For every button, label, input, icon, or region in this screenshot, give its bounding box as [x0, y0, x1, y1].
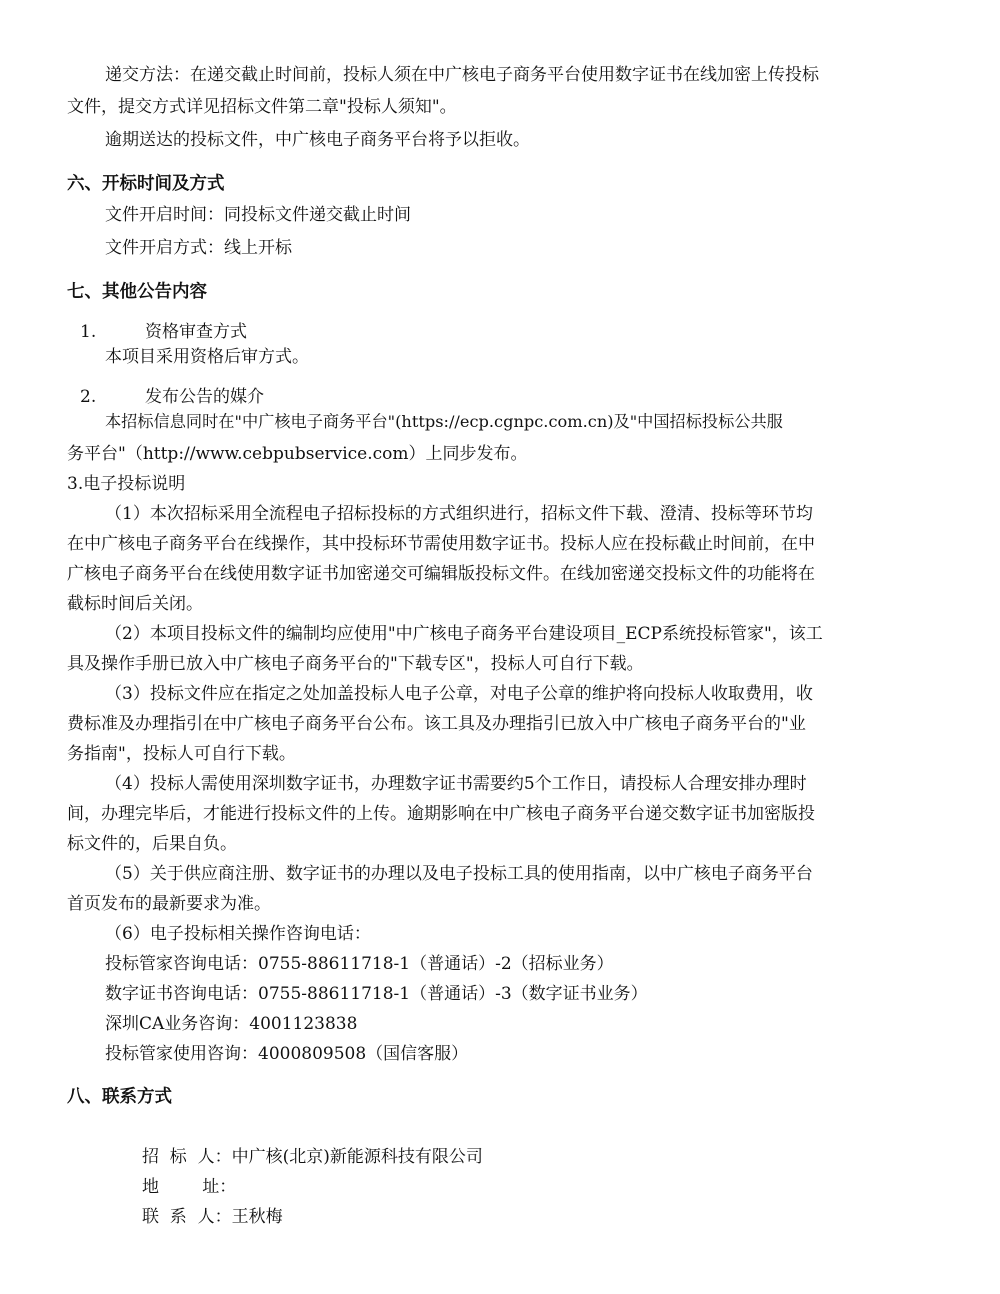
section-8-heading: 八、联系方式: [67, 1087, 172, 1107]
para-1-line-3: 广核电子商务平台在线使用数字证书加密递交可编辑版投标文件。在线加密递交投标文件的功能将在: [67, 564, 815, 584]
para-4-line-1: （4）投标人需使用深圳数字证书，办理数字证书需要约5个工作日，请投标人合理安排办理时: [105, 774, 807, 794]
para-4-line-2: 间，办理完毕后，才能进行投标文件的上传。逾期影响在中广核电子商务平台递交数字证书加密版投: [67, 804, 815, 824]
item-1-number: 1.: [80, 322, 97, 342]
para-5-line-2: 首页发布的最新要求为准。: [67, 894, 271, 914]
item-1-title: 资格审查方式: [145, 322, 247, 342]
para-2-line-1: （2）本项目投标文件的编制均应使用"中广核电子商务平台建设项目_ECP系统投标管家"，该工: [105, 624, 823, 644]
para-6-title: （6）电子投标相关操作咨询电话：: [105, 924, 371, 944]
para-4-line-3: 标文件的，后果自负。: [67, 834, 237, 854]
para-1-line-2: 在中广核电子商务平台在线操作，其中投标环节需使用数字证书。投标人应在投标截止时间前，在中: [67, 534, 815, 554]
item-1-text: 本项目采用资格后审方式。: [105, 347, 309, 367]
open-method-line: 文件开启方式：线上开标: [105, 238, 292, 258]
para-1-line-1: （1）本次招标采用全流程电子招标投标的方式组织进行，招标文件下载、澄清、投标等环节均: [105, 504, 813, 524]
para-3-line-1: （3）投标文件应在指定之处加盖投标人电子公章，对电子公章的维护将向投标人收取费用，收: [105, 684, 813, 704]
item-2-title: 发布公告的媒介: [145, 387, 264, 407]
media-line-1: 本招标信息同时在"中广核电子商务平台"(https://ecp.cgnpc.com.cn)及"中国招标投标公共服: [105, 412, 783, 431]
item-3-title: 3.电子投标说明: [67, 474, 186, 494]
bid-manager-usage-phone: 投标管家使用咨询：4000809508（国信客服）: [105, 1044, 469, 1064]
para-3-line-2: 费标准及办理指引在中广核电子商务平台公布。该工具及办理指引已放入中广核电子商务平台的"业: [67, 714, 806, 734]
bid-manager-phone: 投标管家咨询电话：0755-88611718-1（普通话）-2（招标业务）: [105, 954, 614, 974]
contact-person-line: 联 系 人：王秋梅: [142, 1207, 283, 1227]
section-7-heading: 七、其他公告内容: [67, 282, 207, 302]
section-6-heading: 六、开标时间及方式: [67, 174, 225, 194]
para-1-line-4: 截标时间后关闭。: [67, 594, 203, 614]
media-line-2: 务平台"（http://www.cebpubservice.com）上同步发布。: [67, 444, 528, 464]
submission-method-line-1: 递交方法：在递交截止时间前，投标人须在中广核电子商务平台使用数字证书在线加密上传投标: [105, 65, 819, 85]
item-2-number: 2.: [80, 387, 97, 407]
para-3-line-3: 务指南"，投标人可自行下载。: [67, 744, 296, 764]
submission-method-line-2: 文件，提交方式详见招标文件第二章"投标人须知"。: [67, 97, 457, 117]
para-5-line-1: （5）关于供应商注册、数字证书的办理以及电子投标工具的使用指南，以中广核电子商务平台: [105, 864, 813, 884]
digital-cert-phone: 数字证书咨询电话：0755-88611718-1（普通话）-3（数字证书业务）: [105, 984, 648, 1004]
address-line: 地 址：: [142, 1177, 237, 1197]
shenzhen-ca-phone: 深圳CA业务咨询：4001123838: [105, 1014, 358, 1034]
tenderer-line: 招 标 人：中广核(北京)新能源科技有限公司: [142, 1147, 483, 1167]
open-time-line: 文件开启时间：同投标文件递交截止时间: [105, 205, 411, 225]
late-submission-line: 逾期送达的投标文件，中广核电子商务平台将予以拒收。: [105, 130, 530, 150]
para-2-line-2: 具及操作手册已放入中广核电子商务平台的"下载专区"，投标人可自行下载。: [67, 654, 644, 674]
